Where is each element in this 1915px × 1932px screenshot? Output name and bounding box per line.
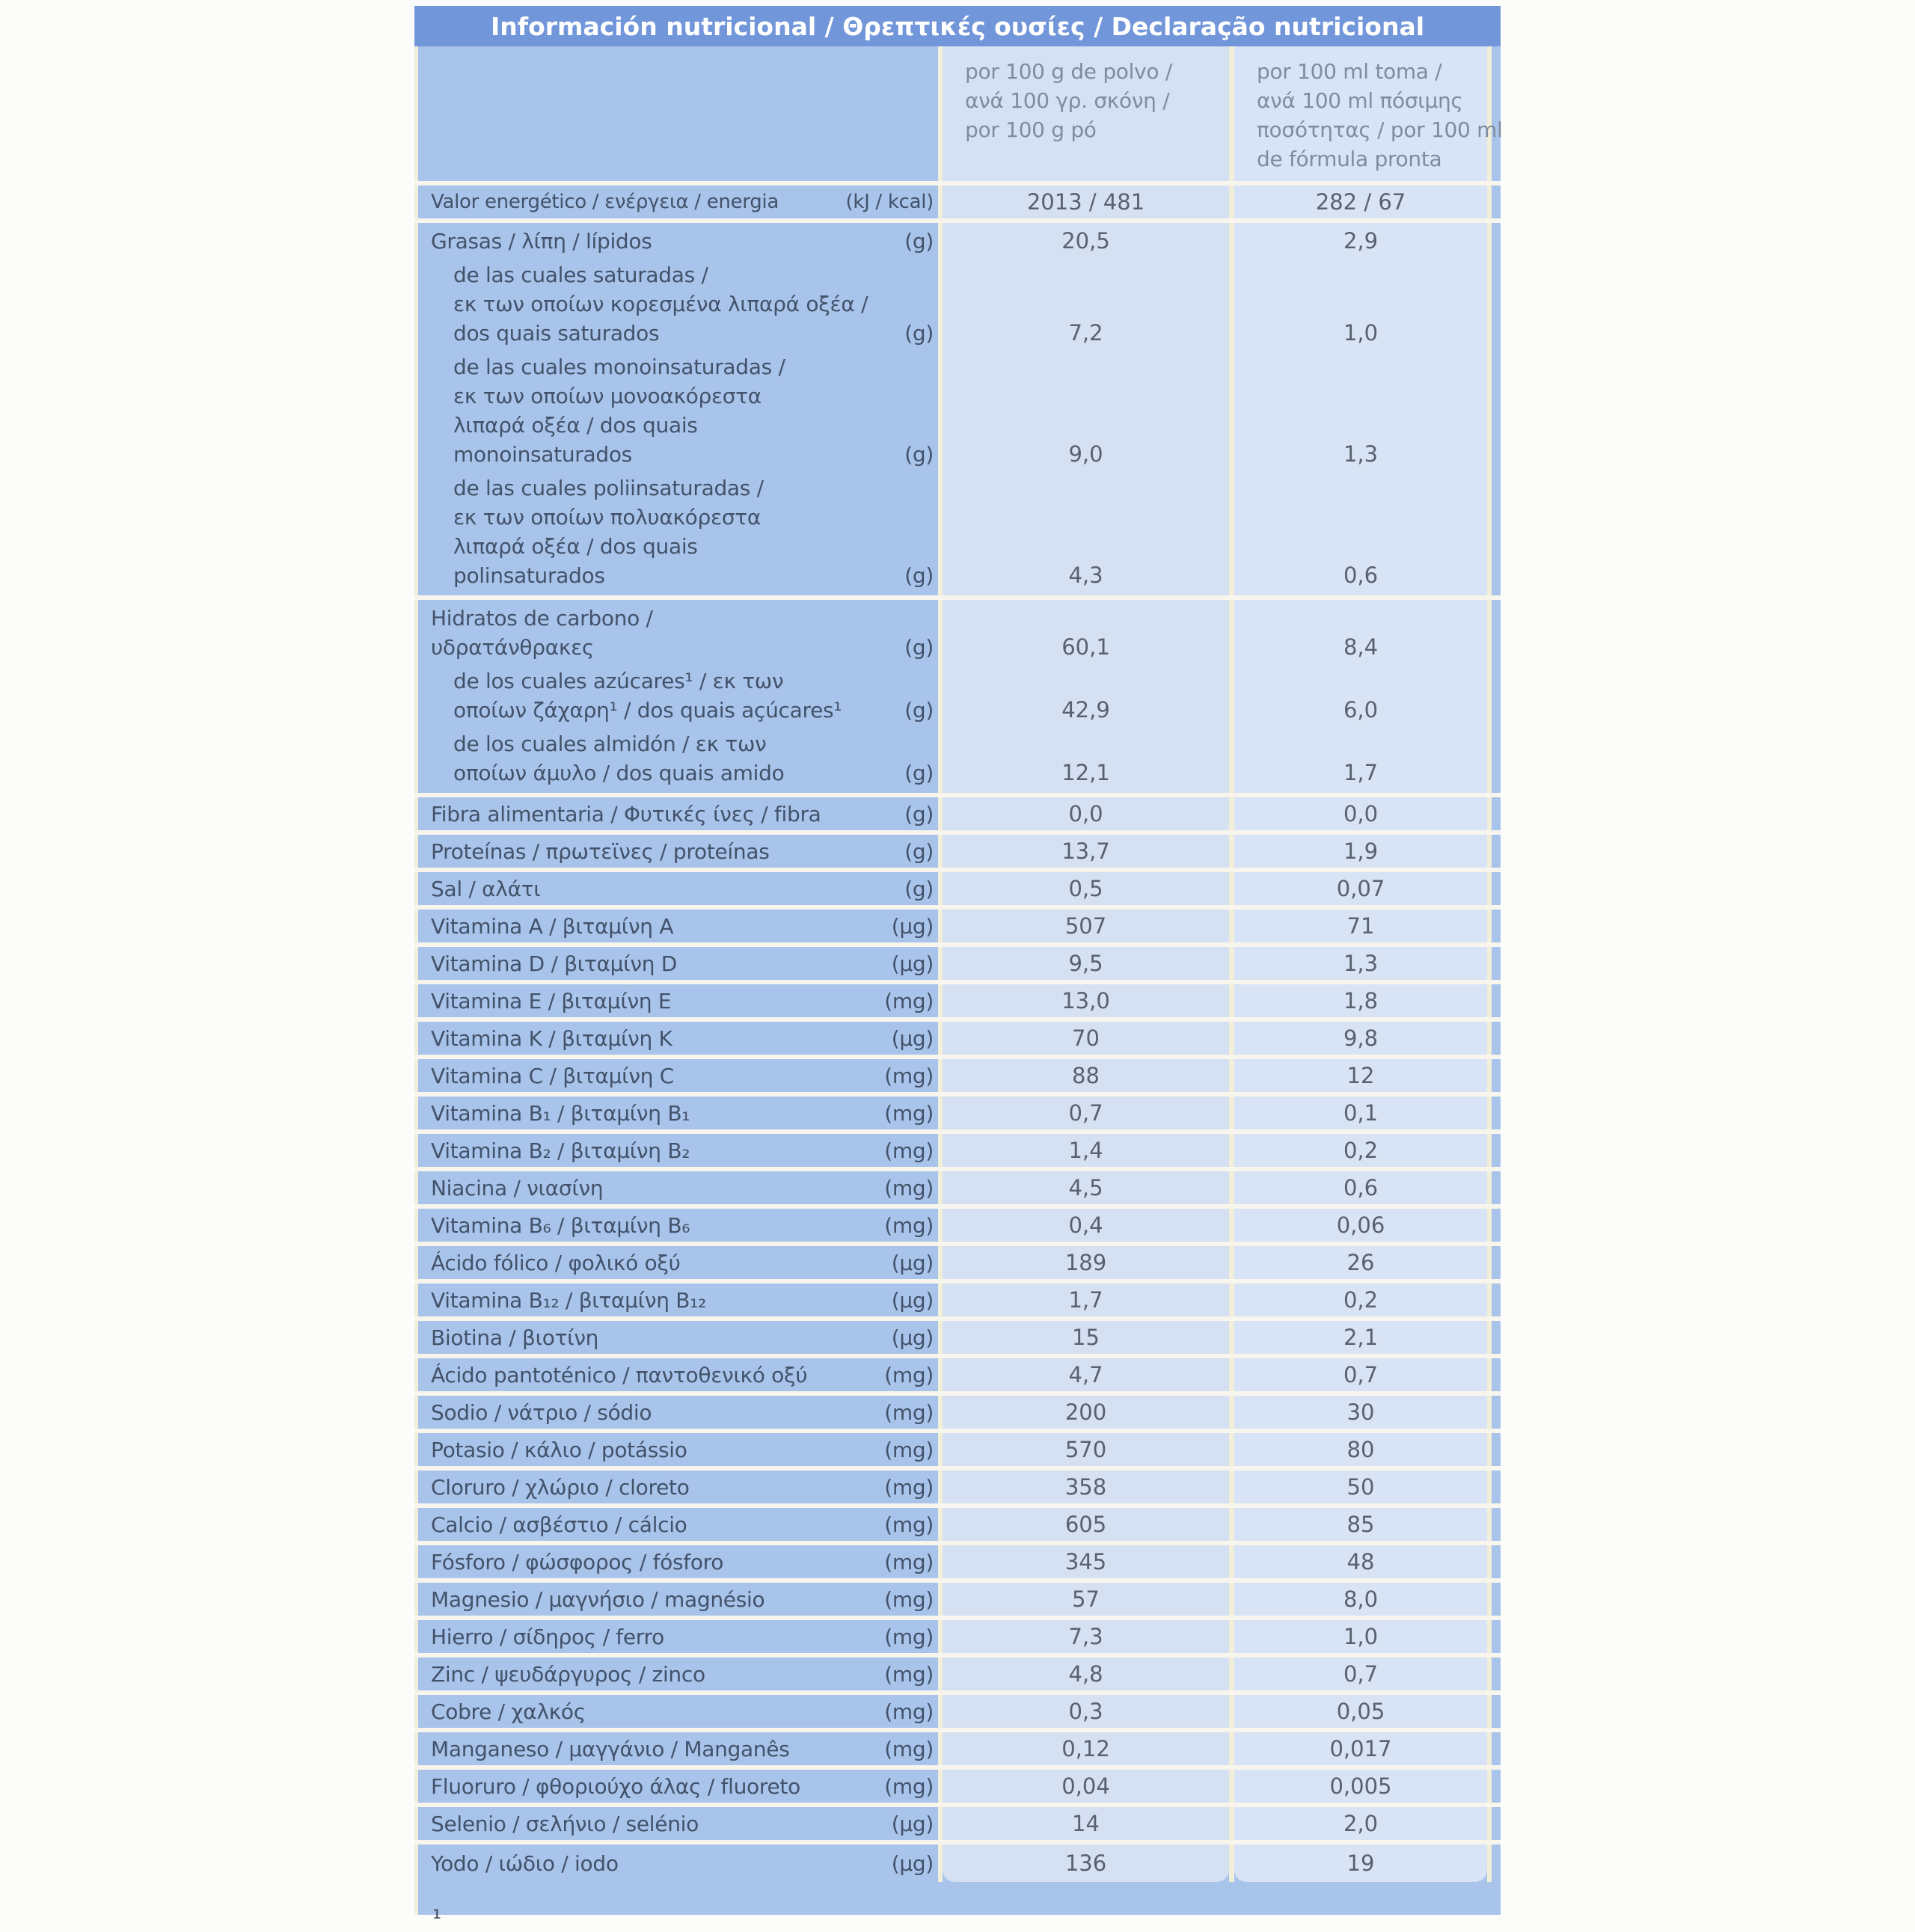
table-title: Información nutricional / Θρεπτικές ουσίες / Declaração nutricional bbox=[490, 11, 1425, 41]
table-title-bar bbox=[414, 6, 1501, 46]
value-per-100ml: 0,07 bbox=[1336, 875, 1385, 901]
nutrient-row bbox=[414, 947, 1501, 984]
nutrient-label-line: Selenio / σελήνιο / selénio bbox=[431, 1811, 699, 1836]
nutrient-label-line: Potasio / κάλιο / potássio bbox=[431, 1437, 687, 1462]
nutrient-unit: (g) bbox=[904, 563, 934, 588]
value-per-100ml: 0,6 bbox=[1343, 1174, 1379, 1200]
nutrient-unit: (g) bbox=[904, 838, 934, 864]
footnote-marker: ¹ bbox=[432, 1906, 442, 1932]
nutrient-label-cell bbox=[414, 1061, 943, 1091]
nutrient-unit: (mg) bbox=[884, 988, 934, 1013]
nutrient-label-line: Hierro / σίδηρος / ferro bbox=[431, 1624, 664, 1649]
nutrient-row bbox=[414, 984, 1501, 1022]
nutrient-subrow bbox=[414, 350, 1501, 471]
value-per-100ml: 1,3 bbox=[1343, 441, 1379, 467]
nutrient-unit: (µg) bbox=[891, 1250, 934, 1275]
value-per-100g: 0,7 bbox=[1068, 1100, 1103, 1126]
nutrient-label-line: Fibra alimentaria / Φυτικές ίνες / fibra bbox=[431, 801, 821, 827]
value-per-100g: 7,3 bbox=[1068, 1623, 1103, 1649]
nutrient-unit: (g) bbox=[904, 635, 934, 660]
value-per-100g: 60,1 bbox=[1061, 634, 1110, 660]
nutrient-unit: (µg) bbox=[891, 913, 934, 939]
value-per-100ml: 30 bbox=[1346, 1399, 1375, 1425]
value-per-100g: 70 bbox=[1072, 1025, 1100, 1051]
nutrient-label bbox=[431, 1361, 884, 1390]
value-per-100ml: 0,06 bbox=[1336, 1212, 1385, 1238]
nutrient-unit: (mg) bbox=[884, 1512, 934, 1537]
nutrient-unit: (mg) bbox=[884, 1586, 934, 1612]
nutrient-group bbox=[414, 223, 1501, 600]
nutrient-label-cell bbox=[414, 1136, 943, 1165]
nutrient-unit: (mg) bbox=[884, 1399, 934, 1425]
nutrient-row bbox=[414, 1844, 1501, 1882]
nutrient-row bbox=[414, 1620, 1501, 1657]
nutrient-label-line: Proteínas / πρωτεϊνες / proteínas bbox=[431, 838, 770, 864]
nutrient-label-cell bbox=[414, 352, 943, 469]
nutrient-label bbox=[431, 1136, 884, 1165]
nutrient-label-cell bbox=[414, 1398, 943, 1427]
nutrient-label-cell bbox=[414, 604, 943, 662]
nutrient-label bbox=[431, 1398, 884, 1427]
nutrient-label bbox=[431, 1024, 892, 1053]
nutrient-unit: (g) bbox=[904, 229, 934, 254]
nutrient-row bbox=[414, 1471, 1501, 1508]
nutrient-row bbox=[414, 1732, 1501, 1770]
nutrient-label-line: dos quais saturados bbox=[453, 321, 660, 346]
value-per-100g: 13,0 bbox=[1061, 987, 1110, 1013]
value-per-100g: 57 bbox=[1072, 1586, 1100, 1612]
value-per-100ml: 1,0 bbox=[1343, 1623, 1379, 1649]
nutrient-row bbox=[414, 1657, 1501, 1695]
nutrient-label bbox=[431, 1809, 892, 1839]
nutrient-row bbox=[414, 797, 1501, 835]
nutrient-label-line: Calcio / ασβέστιο / cálcio bbox=[431, 1512, 687, 1537]
value-per-100ml: 80 bbox=[1346, 1436, 1375, 1462]
value-per-100g: 88 bbox=[1072, 1062, 1100, 1088]
nutrient-label-line: Magnesio / μαγνήσιο / magnésio bbox=[431, 1586, 765, 1612]
value-per-100g: 2013 / 481 bbox=[1026, 188, 1145, 215]
value-per-100g: 7,2 bbox=[1068, 320, 1103, 346]
nutrient-label bbox=[431, 912, 892, 941]
value-per-100g: 0,3 bbox=[1068, 1698, 1103, 1724]
value-per-100g: 4,8 bbox=[1068, 1660, 1103, 1687]
nutrient-label-cell bbox=[414, 188, 943, 217]
nutrient-subrow bbox=[414, 258, 1501, 350]
nutrient-row bbox=[414, 1321, 1501, 1358]
nutrition-table-panel bbox=[414, 6, 1503, 1932]
nutrient-label bbox=[431, 1849, 892, 1878]
column-header-line: de fórmula pronta bbox=[1257, 147, 1442, 171]
value-per-100ml: 0,7 bbox=[1343, 1660, 1379, 1687]
nutrient-unit: (mg) bbox=[884, 1100, 934, 1126]
nutrient-label-line: Zinc / ψευδάργυρος / zinco bbox=[431, 1661, 705, 1687]
nutrient-label-cell bbox=[414, 1361, 943, 1390]
nutrient-label bbox=[431, 1473, 884, 1502]
value-per-100ml: 19 bbox=[1346, 1850, 1375, 1876]
value-per-100g: 136 bbox=[1064, 1850, 1107, 1876]
nutrient-subrow bbox=[414, 727, 1501, 790]
value-per-100g: 345 bbox=[1064, 1548, 1107, 1574]
nutrient-unit: (mg) bbox=[884, 1624, 934, 1649]
value-per-100g: 9,0 bbox=[1068, 441, 1103, 467]
nutrient-label-line: οποίων άμυλο / dos quais amido bbox=[453, 761, 785, 785]
nutrient-label bbox=[431, 1286, 892, 1315]
nutrient-label bbox=[431, 1622, 884, 1652]
nutrient-label-cell bbox=[414, 473, 943, 590]
nutrient-subrow bbox=[414, 664, 1501, 727]
nutrient-unit: (g) bbox=[904, 761, 934, 785]
nutrient-label-cell bbox=[414, 1174, 943, 1203]
nutrient-label-line: Vitamina E / βιταμίνη E bbox=[431, 988, 672, 1013]
value-per-100g: 358 bbox=[1064, 1473, 1107, 1500]
nutrient-row bbox=[414, 1246, 1501, 1284]
nutrient-label bbox=[431, 227, 904, 256]
value-per-100ml: 282 / 67 bbox=[1315, 188, 1406, 215]
value-per-100g: 9,5 bbox=[1068, 950, 1103, 976]
nutrient-row bbox=[414, 1695, 1501, 1732]
value-per-100g: 570 bbox=[1064, 1436, 1107, 1462]
nutrient-label-line: Ácido pantoténico / παντοθενικό οξύ bbox=[431, 1362, 808, 1387]
nutrient-unit: (µg) bbox=[891, 951, 934, 976]
value-per-100ml: 0,05 bbox=[1336, 1698, 1385, 1724]
nutrient-label-line: εκ των οποίων κορεσμένα λιπαρά οξέα / bbox=[453, 292, 868, 316]
nutrient-label-line: Yodo / ιώδιο / iodo bbox=[431, 1850, 619, 1876]
nutrient-label-line: Manganeso / μαγγάνιο / Manganês bbox=[431, 1736, 790, 1761]
nutrient-unit: (g) bbox=[904, 321, 934, 346]
nutrient-label bbox=[431, 1211, 884, 1240]
value-per-100ml: 9,8 bbox=[1343, 1025, 1379, 1051]
nutrient-group bbox=[414, 600, 1501, 797]
nutrient-label-cell bbox=[414, 1248, 943, 1278]
nutrient-row bbox=[414, 1770, 1501, 1807]
nutrient-unit: (µg) bbox=[891, 1325, 934, 1350]
nutrient-label-line: Valor energético / ενέργεια / energia bbox=[431, 190, 779, 213]
value-per-100ml: 2,0 bbox=[1343, 1810, 1379, 1836]
nutrient-row bbox=[414, 1134, 1501, 1171]
column-header-spacer bbox=[414, 46, 943, 181]
nutrient-label-cell bbox=[414, 1697, 943, 1726]
value-per-100ml: 1,8 bbox=[1343, 987, 1379, 1013]
nutrient-row bbox=[414, 185, 1501, 223]
nutrient-row bbox=[414, 1583, 1501, 1620]
nutrient-label-line: Vitamina D / βιταμίνη D bbox=[431, 951, 678, 976]
value-per-100ml: 0,005 bbox=[1329, 1773, 1392, 1799]
column-header-gap bbox=[1229, 46, 1234, 181]
nutrient-label-line: Vitamina A / βιταμίνη A bbox=[431, 913, 674, 939]
nutrient-label bbox=[431, 666, 904, 725]
nutrient-unit: (mg) bbox=[884, 1063, 934, 1088]
nutrient-label-line: λιπαρά οξέα / dos quais bbox=[453, 534, 698, 559]
nutrient-row bbox=[414, 872, 1501, 910]
value-per-100ml: 0,1 bbox=[1343, 1100, 1379, 1126]
nutrient-label-line: de las cuales saturadas / bbox=[453, 263, 708, 287]
nutrient-row bbox=[414, 1807, 1501, 1844]
nutrient-unit: (kJ / kcal) bbox=[845, 190, 934, 213]
nutrient-label-line: Vitamina B₁₂ / βιταμίνη B₁₂ bbox=[431, 1287, 706, 1313]
value-per-100g: 0,04 bbox=[1061, 1773, 1110, 1799]
nutrient-row bbox=[414, 1209, 1501, 1246]
nutrient-unit: (g) bbox=[904, 876, 934, 901]
nutrient-label-cell bbox=[414, 729, 943, 788]
nutrient-unit: (mg) bbox=[884, 1549, 934, 1574]
value-per-100g: 4,7 bbox=[1068, 1361, 1103, 1387]
nutrient-label-cell bbox=[414, 1622, 943, 1652]
value-per-100ml: 0,2 bbox=[1343, 1137, 1379, 1163]
nutrient-label-line: Fluoruro / φθοριούχο άλας / fluoreto bbox=[431, 1773, 800, 1799]
nutrient-label bbox=[431, 1660, 884, 1689]
nutrient-label bbox=[431, 1510, 884, 1539]
nutrient-unit: (mg) bbox=[884, 1773, 934, 1799]
value-per-100ml: 0,2 bbox=[1343, 1287, 1379, 1313]
value-per-100ml: 12 bbox=[1346, 1062, 1375, 1088]
nutrient-label-line: monoinsaturados bbox=[453, 442, 632, 467]
value-per-100ml: 0,0 bbox=[1343, 800, 1379, 827]
nutrient-row bbox=[414, 835, 1501, 872]
value-per-100g: 14 bbox=[1072, 1810, 1100, 1836]
nutrient-label-cell bbox=[414, 1772, 943, 1801]
nutrient-label-cell bbox=[414, 1473, 943, 1502]
nutrient-label bbox=[431, 604, 904, 662]
nutrient-label bbox=[431, 1735, 884, 1764]
nutrient-subrow bbox=[414, 471, 1501, 592]
nutrient-label-cell bbox=[414, 874, 943, 904]
nutrient-row bbox=[414, 1433, 1501, 1471]
nutrient-unit: (mg) bbox=[884, 1212, 934, 1238]
nutrient-subrow bbox=[414, 224, 1501, 258]
value-per-100g: 605 bbox=[1064, 1511, 1107, 1537]
nutrient-label-cell bbox=[414, 1585, 943, 1614]
nutrient-label bbox=[431, 1174, 884, 1203]
nutrient-label-line: de los cuales azúcares¹ / εκ των bbox=[453, 669, 784, 693]
nutrient-label-cell bbox=[414, 1323, 943, 1352]
nutrient-label-cell bbox=[414, 837, 943, 866]
value-per-100ml: 0,017 bbox=[1329, 1735, 1392, 1761]
value-per-100ml: 1,0 bbox=[1343, 320, 1379, 346]
nutrient-subrow bbox=[414, 601, 1501, 664]
nutrient-label-line: υδρατάνθρακες bbox=[431, 635, 595, 660]
nutrient-unit: (g) bbox=[904, 442, 934, 467]
nutrient-row bbox=[414, 1022, 1501, 1059]
nutrient-row bbox=[414, 1171, 1501, 1209]
value-per-100g: 507 bbox=[1064, 913, 1107, 939]
nutrient-label-line: Grasas / λίπη / lípidos bbox=[431, 229, 652, 254]
value-per-100g: 20,5 bbox=[1061, 228, 1110, 254]
nutrient-unit: (µg) bbox=[891, 1850, 934, 1876]
nutrient-row bbox=[414, 1284, 1501, 1321]
nutrient-unit: (mg) bbox=[884, 1699, 934, 1724]
nutrient-label bbox=[431, 1061, 884, 1091]
table-rows bbox=[414, 46, 1501, 1882]
nutrient-label-line: Biotina / βιοτίνη bbox=[431, 1325, 599, 1350]
nutrient-unit: (mg) bbox=[884, 1736, 934, 1761]
nutrient-label-cell bbox=[414, 1435, 943, 1465]
nutrient-label-line: de las cuales monoinsaturadas / bbox=[453, 355, 785, 379]
nutrient-label-line: λιπαρά οξέα / dos quais bbox=[453, 413, 698, 438]
nutrient-unit: (g) bbox=[904, 698, 934, 723]
nutrient-label-line: Sal / αλάτι bbox=[431, 876, 541, 901]
nutrient-label-line: Vitamina B₂ / βιταμίνη B₂ bbox=[431, 1138, 690, 1163]
nutrient-label-cell bbox=[414, 227, 943, 256]
value-per-100ml: 1,9 bbox=[1343, 838, 1379, 864]
nutrient-unit: (µg) bbox=[891, 1811, 934, 1836]
value-per-100ml: 85 bbox=[1346, 1511, 1375, 1537]
value-per-100g: 15 bbox=[1072, 1324, 1100, 1350]
nutrient-label bbox=[431, 1248, 892, 1278]
nutrient-label-cell bbox=[414, 1099, 943, 1128]
nutrient-label bbox=[431, 987, 884, 1016]
nutrient-label bbox=[431, 1548, 884, 1577]
column-header-line: por 100 g de polvo / bbox=[965, 59, 1172, 84]
nutrient-label-line: Ácido fólico / φολικό οξύ bbox=[431, 1250, 681, 1275]
nutrient-label-cell bbox=[414, 1849, 943, 1878]
value-per-100g: 1,4 bbox=[1068, 1137, 1103, 1163]
nutrient-label-cell bbox=[414, 987, 943, 1016]
value-per-100g: 200 bbox=[1064, 1399, 1107, 1425]
nutrient-unit: (mg) bbox=[884, 1474, 934, 1500]
value-per-100g: 189 bbox=[1064, 1249, 1107, 1275]
nutrient-label-line: de las cuales poliinsaturadas / bbox=[453, 476, 764, 500]
nutrient-unit: (µg) bbox=[891, 1287, 934, 1313]
column-header-per-100ml bbox=[1234, 46, 1503, 181]
nutrient-label bbox=[431, 837, 904, 866]
value-per-100g: 0,12 bbox=[1061, 1735, 1110, 1761]
value-per-100g: 12,1 bbox=[1061, 760, 1110, 785]
nutrient-label bbox=[431, 1772, 884, 1801]
value-per-100ml: 2,9 bbox=[1343, 228, 1379, 254]
nutrient-label bbox=[431, 352, 904, 469]
nutrient-label-cell bbox=[414, 1548, 943, 1577]
value-per-100ml: 50 bbox=[1346, 1473, 1375, 1500]
nutrient-label bbox=[431, 473, 904, 590]
value-per-100ml: 1,7 bbox=[1343, 760, 1379, 785]
value-per-100g: 4,3 bbox=[1068, 562, 1103, 588]
value-per-100ml: 26 bbox=[1346, 1249, 1375, 1275]
value-per-100ml: 2,1 bbox=[1343, 1324, 1379, 1350]
nutrient-label bbox=[431, 1323, 892, 1352]
column-header-row bbox=[414, 46, 1501, 185]
nutrient-label bbox=[431, 260, 904, 348]
nutrient-label-line: οποίων ζάχαρη¹ / dos quais açúcares¹ bbox=[453, 698, 842, 723]
nutrient-label bbox=[431, 1697, 884, 1726]
nutrient-label-cell bbox=[414, 1024, 943, 1053]
nutrient-label-line: polinsaturados bbox=[453, 563, 605, 588]
nutrient-label-cell bbox=[414, 912, 943, 941]
nutrient-label-line: de los cuales almidón / εκ των bbox=[453, 732, 767, 756]
nutrient-label-line: Sodio / νάτριο / sódio bbox=[431, 1399, 652, 1425]
nutrient-label-line: Vitamina B₆ / βιταμίνη B₆ bbox=[431, 1212, 690, 1238]
nutrient-label bbox=[431, 1099, 884, 1128]
nutrient-row bbox=[414, 1097, 1501, 1134]
value-per-100g: 13,7 bbox=[1061, 838, 1110, 864]
nutrient-row bbox=[414, 910, 1501, 947]
nutrient-label-line: Vitamina B₁ / βιταμίνη B₁ bbox=[431, 1100, 690, 1126]
value-per-100g: 4,5 bbox=[1068, 1174, 1103, 1200]
value-per-100ml: 8,4 bbox=[1343, 634, 1379, 660]
nutrient-label-cell bbox=[414, 666, 943, 725]
value-per-100g: 0,5 bbox=[1068, 875, 1103, 901]
nutrient-label-line: εκ των οποίων μονοακόρεστα bbox=[453, 384, 762, 408]
value-per-100g: 1,7 bbox=[1068, 1287, 1103, 1313]
nutrient-label bbox=[431, 1435, 884, 1465]
nutrient-label bbox=[431, 1585, 884, 1614]
nutrient-unit: (mg) bbox=[884, 1362, 934, 1387]
nutrient-row bbox=[414, 1059, 1501, 1097]
nutrient-label-cell bbox=[414, 1809, 943, 1839]
nutrient-label-line: Cobre / χαλκός bbox=[431, 1699, 586, 1724]
nutrient-label-cell bbox=[414, 1510, 943, 1539]
column-header-line: ανά 100 γρ. σκόνη / bbox=[965, 88, 1170, 113]
nutrient-label-line: Cloruro / χλώριο / cloreto bbox=[431, 1474, 690, 1500]
nutrient-label bbox=[431, 729, 904, 788]
value-per-100ml: 8,0 bbox=[1343, 1586, 1379, 1612]
value-per-100ml: 0,7 bbox=[1343, 1361, 1379, 1387]
value-per-100ml: 48 bbox=[1346, 1548, 1375, 1574]
nutrient-label-line: εκ των οποίων πολυακόρεστα bbox=[453, 505, 761, 530]
column-header-line: por 100 g pó bbox=[965, 117, 1097, 142]
nutrient-label bbox=[431, 874, 904, 904]
nutrient-unit: (mg) bbox=[884, 1437, 934, 1462]
nutrient-row bbox=[414, 1508, 1501, 1545]
column-header-line: por 100 ml toma / bbox=[1257, 59, 1442, 84]
nutrient-label-line: Vitamina K / βιταμίνη K bbox=[431, 1025, 672, 1051]
nutrient-unit: (g) bbox=[904, 801, 934, 827]
nutrient-unit: (µg) bbox=[891, 1025, 934, 1051]
value-per-100ml: 1,3 bbox=[1343, 950, 1379, 976]
nutrient-row bbox=[414, 1545, 1501, 1583]
nutrient-unit: (mg) bbox=[884, 1661, 934, 1687]
nutrient-label bbox=[431, 949, 892, 978]
value-per-100g: 0,4 bbox=[1068, 1212, 1103, 1238]
nutrient-label-cell bbox=[414, 949, 943, 978]
value-per-100g: 42,9 bbox=[1061, 697, 1110, 723]
nutrient-label bbox=[431, 800, 904, 829]
column-header-line: ποσότητας / por 100 ml bbox=[1257, 117, 1503, 142]
value-per-100ml: 0,6 bbox=[1343, 562, 1379, 588]
nutrient-row bbox=[414, 1396, 1501, 1433]
nutrient-label-cell bbox=[414, 1660, 943, 1689]
nutrient-label-line: Niacina / νιασίνη bbox=[431, 1175, 604, 1200]
column-header-per-100g bbox=[943, 46, 1229, 181]
nutrient-label-cell bbox=[414, 1735, 943, 1764]
nutrient-label-line: Fósforo / φώσφορος / fósforo bbox=[431, 1549, 724, 1574]
nutrient-label bbox=[431, 188, 845, 217]
nutrient-label-cell bbox=[414, 1286, 943, 1315]
column-header-line: ανά 100 ml πόσιμης bbox=[1257, 88, 1463, 113]
value-per-100ml: 6,0 bbox=[1343, 697, 1379, 723]
nutrient-row bbox=[414, 1358, 1501, 1396]
nutrient-unit: (mg) bbox=[884, 1175, 934, 1200]
value-per-100g: 0,0 bbox=[1068, 800, 1103, 827]
nutrient-label-cell bbox=[414, 1211, 943, 1240]
nutrient-label-line: Vitamina C / βιταμίνη C bbox=[431, 1063, 674, 1088]
value-per-100ml: 71 bbox=[1346, 913, 1375, 939]
nutrient-label-cell bbox=[414, 260, 943, 348]
nutrient-unit: (mg) bbox=[884, 1138, 934, 1163]
nutrient-label-cell bbox=[414, 800, 943, 829]
nutrient-label-line: Hidratos de carbono / bbox=[431, 606, 653, 631]
